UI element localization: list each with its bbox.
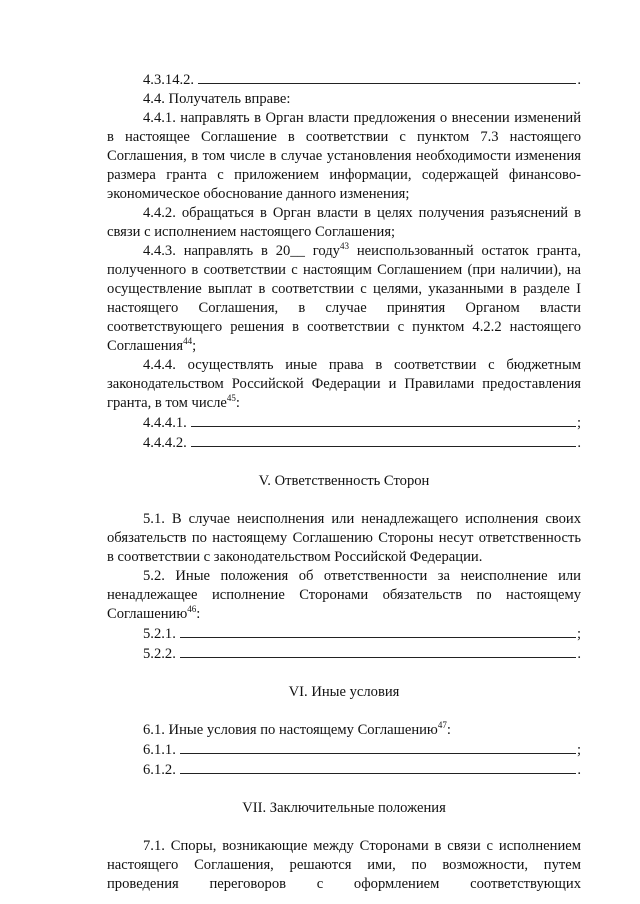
- clause-5-2-1: [107, 624, 581, 644]
- document-page: [107, 70, 581, 894]
- clause-4-4-4: [107, 356, 581, 413]
- clause-4-4-4-2: [107, 433, 581, 453]
- blank-line: [191, 433, 577, 447]
- clause-5-2-2: [107, 644, 581, 664]
- clause-end: ;: [576, 626, 581, 642]
- section-heading-6: VI. Иные условия: [288, 684, 400, 700]
- clause-number: 6.1.1.: [143, 742, 176, 758]
- clause-end: ;: [192, 338, 197, 354]
- clause-number: 5.2.1.: [143, 626, 176, 642]
- blank-line: [191, 413, 576, 427]
- footnote-ref-43: 43: [339, 241, 349, 252]
- blank-line: [180, 624, 576, 638]
- clause-5-2: [107, 567, 581, 624]
- clause-4-4-3: [107, 242, 581, 356]
- clause-4-3-14-2: [107, 70, 581, 90]
- blank-line: [180, 760, 577, 774]
- clause-number: 4.4.4.1.: [143, 415, 187, 431]
- clause-text: неиспользованный остаток гранта, полученного в соответствии с настоящим Соглашением (при наличии), на осуществление выплат в соответствии с целями, указанными в разделе I настоящего Соглашения, в случае принятия Органом власти соответствующего решения в соответствии с пунктом 4.2.2 настоящего Соглашения: [107, 243, 581, 354]
- clause-number: 4.4.4.2.: [143, 435, 187, 451]
- section-heading-5: V. Ответственность Сторон: [258, 473, 430, 489]
- clause-6-1-1: [107, 740, 581, 760]
- clause-text: 4.4.3. направлять в 20__ году: [143, 243, 340, 259]
- clause-6-1-2: [107, 760, 581, 780]
- section-heading-7: VII. Заключительные положения: [242, 800, 446, 816]
- blank-line: [198, 70, 576, 84]
- clause-text: 6.1. Иные условия по настоящему Соглашению: [143, 722, 438, 738]
- clause-number: 6.1.2.: [143, 762, 176, 778]
- clause-end: ;: [576, 415, 581, 431]
- clause-6-1: [107, 721, 581, 740]
- blank-line: [180, 644, 577, 658]
- clause-4-4-4-1: [107, 413, 581, 433]
- clause-text: 4.4.4. осуществлять иные права в соответствии с бюджетным законодательством Российской Федерации и Правилами предоставления гранта, в том числе: [107, 357, 581, 411]
- clause-end: ;: [576, 742, 581, 758]
- blank-line: [180, 740, 576, 754]
- clause-4-4: 4.4. Получатель вправе:: [143, 91, 291, 107]
- clause-end: .: [577, 762, 581, 778]
- clause-end: .: [577, 646, 581, 662]
- clause-4-4-1: 4.4.1. направлять в Орган власти предложения о внесении изменений в настоящее Соглашение в соответствии с пунктом 7.3 настоящего Соглашения, в том числе в случае установления необходимости изменения размера гранта с приложением информации, содержащей финансово-экономическое обоснование данного изменения;: [107, 110, 581, 202]
- footnote-ref-46: 46: [187, 604, 197, 615]
- clause-end: .: [577, 435, 581, 451]
- footnote-ref-44: 44: [183, 336, 193, 347]
- footnote-ref-45: 45: [226, 393, 236, 404]
- clause-end: :: [235, 395, 240, 411]
- clause-end: :: [196, 606, 201, 622]
- footnote-ref-47: 47: [437, 720, 447, 731]
- clause-5-1: 5.1. В случае неисполнения или ненадлежащего исполнения своих обязательств по настоящему Соглашению Стороны несут ответственность в соответствии с законодательством Российской Федерации.: [107, 511, 581, 565]
- clause-7-1: 7.1. Споры, возникающие между Сторонами в связи с исполнением настоящего Соглашения, решаются ими, по возможности, путем проведения переговоров с оформлением соответствующих: [107, 838, 581, 892]
- clause-text: 5.2. Иные положения об ответственности за неисполнение или ненадлежащее исполнение Сторонами обязательств по настоящему Соглашению: [107, 568, 581, 622]
- clause-end: :: [446, 722, 451, 738]
- clause-number: 5.2.2.: [143, 646, 176, 662]
- clause-number: 4.3.14.2.: [143, 72, 195, 88]
- clause-4-4-2: 4.4.2. обращаться в Орган власти в целях получения разъяснений в связи с исполнением настоящего Соглашения;: [107, 205, 581, 240]
- clause-end: .: [577, 72, 581, 88]
